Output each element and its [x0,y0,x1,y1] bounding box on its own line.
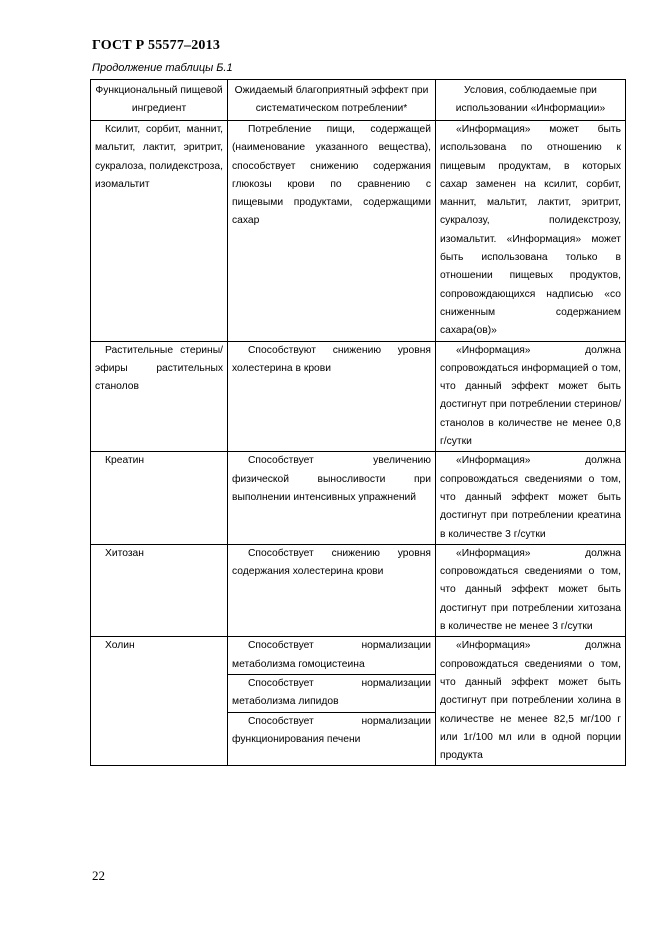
page-number: 22 [92,868,105,883]
conditions-cell: «Информация» должна сопровождаться сведениями о том, что данный эффект может быть достигнут при потреблении хитозана в количестве не менее 3 г/сутки [436,544,626,636]
ingredient-cell: Ксилит, сорбит, маннит, мальтит, лактит, эритрит, сукралоза, полидекстроза, изомальтит [91,121,228,342]
ingredient-cell: Растительные стерины/эфиры растительных станолов [91,341,228,452]
ingredient-cell: Хитозан [91,544,228,636]
effect-cell: Потребление пищи, содержащей (наименование указанного вещества), способствует снижению содержания глюкозы крови по сравнению с пищевыми продуктами, содержащими сахар [228,121,436,342]
conditions-cell: «Информация» может быть использована по отношению к пищевым продуктам, в которых сахар заменен на ксилит, сорбит, маннит, мальтит, лактит, эритрит, сукралозу, полидекстрозу, изомальтит. «Информация» может быть использована только в отношении пищевых продуктов, сопровождающихся надписью «со сниженным содержанием сахара(ов)» [436,121,626,342]
table-row [91,341,626,452]
effect-subcell: Способствует нормализации функционирования печени [228,712,435,750]
document-title: ГОСТ Р 55577–2013 [92,38,221,53]
ingredient-cell: Холин [91,637,228,766]
table-row [91,637,626,766]
table-header-row [91,80,626,121]
conditions-cell: «Информация» должна сопровождаться сведениями о том, что данный эффект может быть достигнут при потреблении креатина в количестве 3 г/сутки [436,452,626,544]
header-conditions: Условия, соблюдаемые при использовании «Информации» [436,80,626,121]
conditions-cell: «Информация» должна сопровождаться информацией о том, что данный эффект может быть достигнут при потреблении стеринов/станолов в количестве не менее 0,8 г/сутки [436,341,626,452]
table-row [91,544,626,636]
ingredient-table [90,79,626,766]
effect-cell-group [228,637,436,766]
conditions-cell: «Информация» должна сопровождаться сведениями о том, что данный эффект может быть достигнут при потреблении холина в количестве не менее 82,5 мг/100 г или 1г/100 мл или в одной порции продукта [436,637,626,766]
effect-cell: Способствует снижению уровня содержания холестерина крови [228,544,436,636]
table-row [91,121,626,342]
effect-cell: Способствуют снижению уровня холестерина в крови [228,341,436,452]
effect-cell: Способствует увеличению физической выносливости при выполнении интенсивных упражнений [228,452,436,544]
ingredient-cell: Креатин [91,452,228,544]
table-row [91,452,626,544]
effect-subcell: Способствует нормализации метаболизма липидов [228,674,435,712]
table-caption: Продолжение таблицы Б.1 [92,62,233,74]
header-effect: Ожидаемый благоприятный эффект при систематическом потреблении* [228,80,436,121]
effect-subcell: Способствует нормализации метаболизма гомоцистеина [232,640,431,670]
header-ingredient: Функциональный пищевой ингредиент [91,80,228,121]
